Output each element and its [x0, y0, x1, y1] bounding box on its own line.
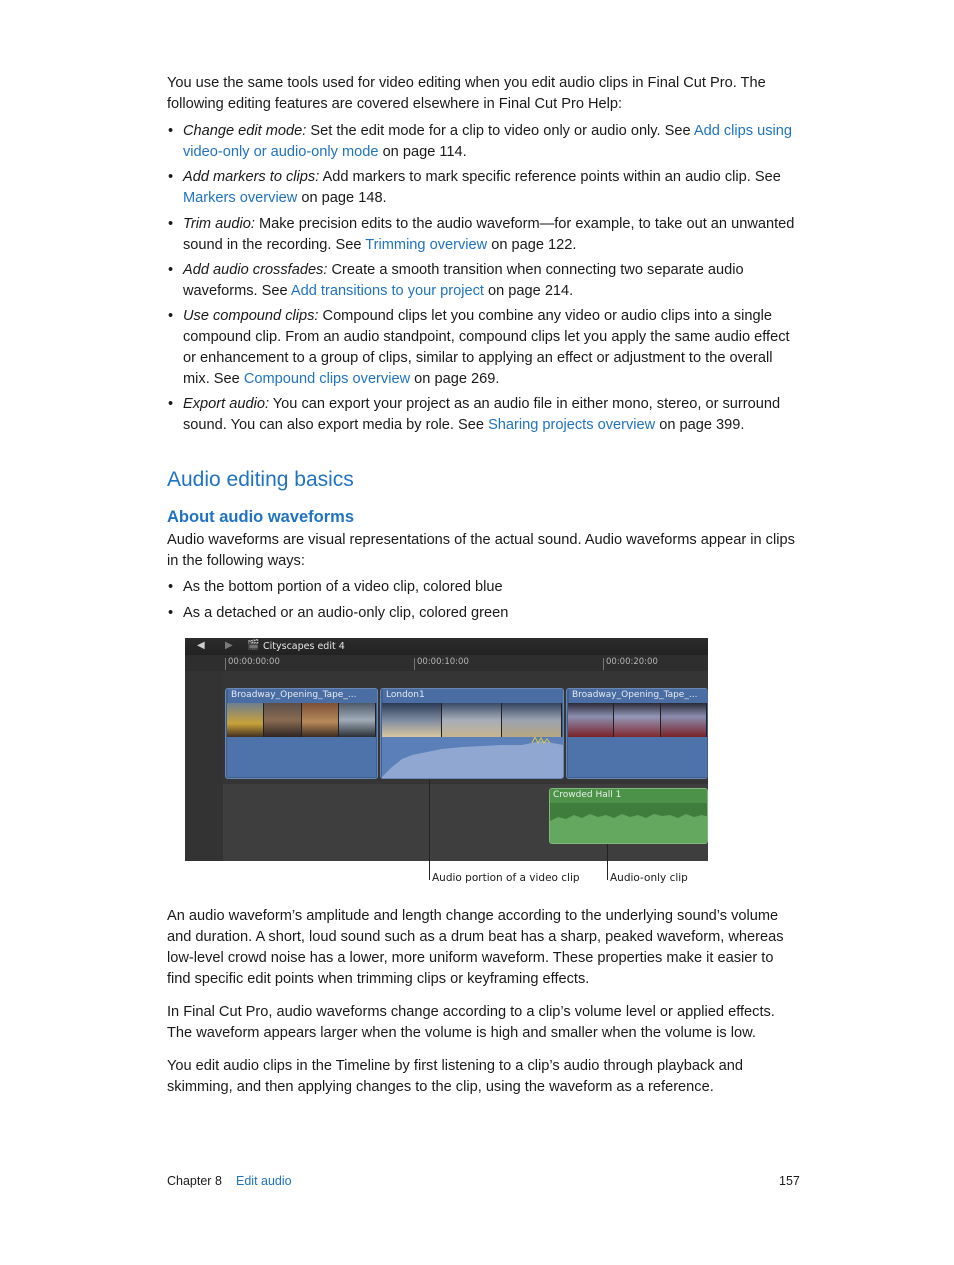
audio-only-clip[interactable] — [549, 788, 708, 844]
section-heading: Audio editing basics — [167, 468, 354, 491]
timeline-gutter — [185, 671, 223, 861]
footer-chapter-link[interactable]: Edit audio — [236, 1174, 292, 1188]
clip-name: London1 — [386, 690, 425, 700]
item-text: Make precision edits to the audio waveform—for example, to take out an unwanted sound in the recording. See — [183, 216, 795, 253]
video-clip[interactable] — [225, 688, 378, 779]
item-text: As a detached or an audio-only clip, colored green — [183, 605, 509, 621]
timecode: 00:00:20:00 — [606, 657, 658, 667]
item-text: Add markers to mark specific reference points within an audio clip. See — [319, 169, 781, 185]
list-item: • Use compound clips: Compound clips let you combine any video or audio clips into a single compound clip. From an audio standpoint, compound clips let you apply the same audio effect or enhancement to a group of clips, similar to applying an effect or adjustment to the overall mix. See Compound clips overview on page 269. — [168, 308, 790, 387]
clip-thumbnails — [382, 703, 562, 737]
thumbnail — [227, 703, 264, 737]
callout-audio-only: Audio-only clip — [610, 872, 688, 884]
thumbnail — [302, 703, 339, 737]
footer-chapter: Chapter 8 — [167, 1174, 222, 1188]
list-item: • Trim audio: Make precision edits to the audio waveform—for example, to take out an unwanted sound in the recording. See Trimming overview on page 122. — [168, 216, 795, 253]
link-add-transitions[interactable]: Add transitions to your project — [290, 283, 484, 299]
timeline-figure — [185, 638, 708, 861]
clip-thumbnails — [227, 703, 376, 737]
clip-name: Broadway_Opening_Tape_... — [231, 690, 357, 700]
waveforms-intro: Audio waveforms are visual representations of the actual sound. Audio waveforms appear in clips in the following ways: — [167, 532, 795, 569]
thumbnail — [442, 703, 502, 737]
page-number: 157 — [779, 1174, 800, 1188]
paragraph: You edit audio clips in the Timeline by first listening to a clip’s audio through playback and skimming, and then applying changes to the clip, using the waveform as a reference. — [167, 1058, 743, 1095]
paragraph: In Final Cut Pro, audio waveforms change according to a clip’s volume level or applied effects. The waveform appears larger when the volume is high and smaller when the volume is low. — [167, 1004, 775, 1041]
clip-name: Broadway_Opening_Tape_... — [572, 690, 698, 700]
list-item: • Export audio: You can export your project as an audio file in either mono, stereo, or surround sound. You can also export media by role. See Sharing projects overview on page 399. — [168, 396, 781, 433]
audio-waveform-blue — [227, 737, 376, 777]
thumbnail — [382, 703, 442, 737]
paragraph: An audio waveform’s amplitude and length change according to the underlying sound’s volume and duration. A short, loud sound such as a drum beat has a sharp, peaked waveform, whereas low-level crowd noise has a lower, more uniform waveform. These properties make it easier to find specific edit points when trimming clips or keyframing effects. — [167, 908, 784, 987]
thumbnail — [614, 703, 660, 737]
thumbnail — [264, 703, 301, 737]
item-tail: on page 214. — [483, 283, 574, 299]
item-text: Set the edit mode for a clip to video only or audio only. See — [306, 123, 694, 139]
audio-waveform-blue — [568, 737, 707, 777]
list-item: • As a detached or an audio-only clip, colored green — [168, 605, 509, 621]
timecode: 00:00:00:00 — [228, 657, 280, 667]
item-text: Compound clips let you combine any video or audio clips into a single compound clip. From an audio standpoint, compound clips let you apply the same audio effect or enhancement to a group of clips, similar to applying an effect or adjustment to the overall mix. See — [183, 308, 790, 387]
timecode: 00:00:10:00 — [417, 657, 469, 667]
callout-audio-portion: Audio portion of a video clip — [432, 872, 580, 884]
thumbnail — [502, 703, 562, 737]
subsection-heading: About audio waveforms — [167, 508, 355, 526]
clip-title-bar — [550, 789, 707, 803]
item-lead: Add markers to clips: — [183, 169, 320, 185]
link-sharing-projects[interactable]: Sharing projects overview — [488, 417, 656, 433]
video-clip[interactable] — [566, 688, 708, 779]
thumbnail — [661, 703, 707, 737]
item-text: Create a smooth transition when connecting two separate audio waveforms. See — [183, 262, 744, 299]
clip-name: Crowded Hall 1 — [553, 790, 622, 800]
ruler-tick — [225, 658, 226, 670]
ruler-tick — [603, 658, 604, 670]
item-tail: on page 122. — [487, 237, 577, 253]
list-item: • Change edit mode: Set the edit mode for a clip to video only or audio only. See Add clips using video-only or audio-only mode on page 114. — [168, 123, 793, 160]
item-tail: on page 114. — [378, 144, 467, 160]
item-lead: Trim audio: — [183, 216, 255, 232]
thumbnail — [339, 703, 376, 737]
callout-line — [429, 780, 430, 880]
video-clip[interactable] — [380, 688, 564, 779]
item-text: You can export your project as an audio file in either mono, stereo, or surround sound. You can also export media by role. See — [183, 396, 781, 433]
item-text: As the bottom portion of a video clip, colored blue — [183, 579, 503, 595]
item-lead: Add audio crossfades: — [183, 262, 328, 278]
audio-waveform-blue — [382, 737, 564, 778]
list-item: • As the bottom portion of a video clip, colored blue — [168, 579, 503, 595]
ruler-tick — [414, 658, 415, 670]
intro-paragraph: You use the same tools used for video editing when you edit audio clips in Final Cut Pro. The following editing features are covered elsewhere in Final Cut Pro Help: — [167, 75, 766, 112]
link-trimming-overview[interactable]: Trimming overview — [365, 237, 488, 253]
item-lead: Change edit mode: — [183, 123, 307, 139]
list-item: • Add audio crossfades: Create a smooth transition when connecting two separate audio waveforms. See Add transitions to your project on page 214. — [168, 262, 744, 299]
item-lead: Export audio: — [183, 396, 269, 412]
item-lead: Use compound clips: — [183, 308, 319, 324]
clip-thumbnails — [568, 703, 707, 737]
link-video-audio-only[interactable]: Add clips using video-only or audio-only mode — [183, 123, 793, 160]
audio-waveform-green — [550, 803, 708, 844]
clip-title-bar — [569, 689, 708, 703]
clip-title-bar — [228, 689, 378, 703]
item-tail: on page 269. — [410, 371, 500, 387]
forward-arrow-icon[interactable]: ▶ — [225, 640, 233, 651]
clip-title-bar — [383, 689, 564, 703]
thumbnail — [568, 703, 614, 737]
list-item: • Add markers to clips: Add markers to mark specific reference points within an audio clip. See Markers overview on page 148. — [168, 169, 781, 206]
link-compound-clips[interactable]: Compound clips overview — [243, 371, 411, 387]
item-tail: on page 148. — [297, 190, 387, 206]
link-markers-overview[interactable]: Markers overview — [183, 190, 298, 206]
callout-line — [607, 844, 608, 880]
clapper-icon: 🎬 — [247, 640, 260, 651]
project-name: Cityscapes edit 4 — [263, 641, 345, 652]
item-tail: on page 399. — [655, 417, 745, 433]
back-arrow-icon[interactable]: ◀ — [197, 640, 205, 651]
